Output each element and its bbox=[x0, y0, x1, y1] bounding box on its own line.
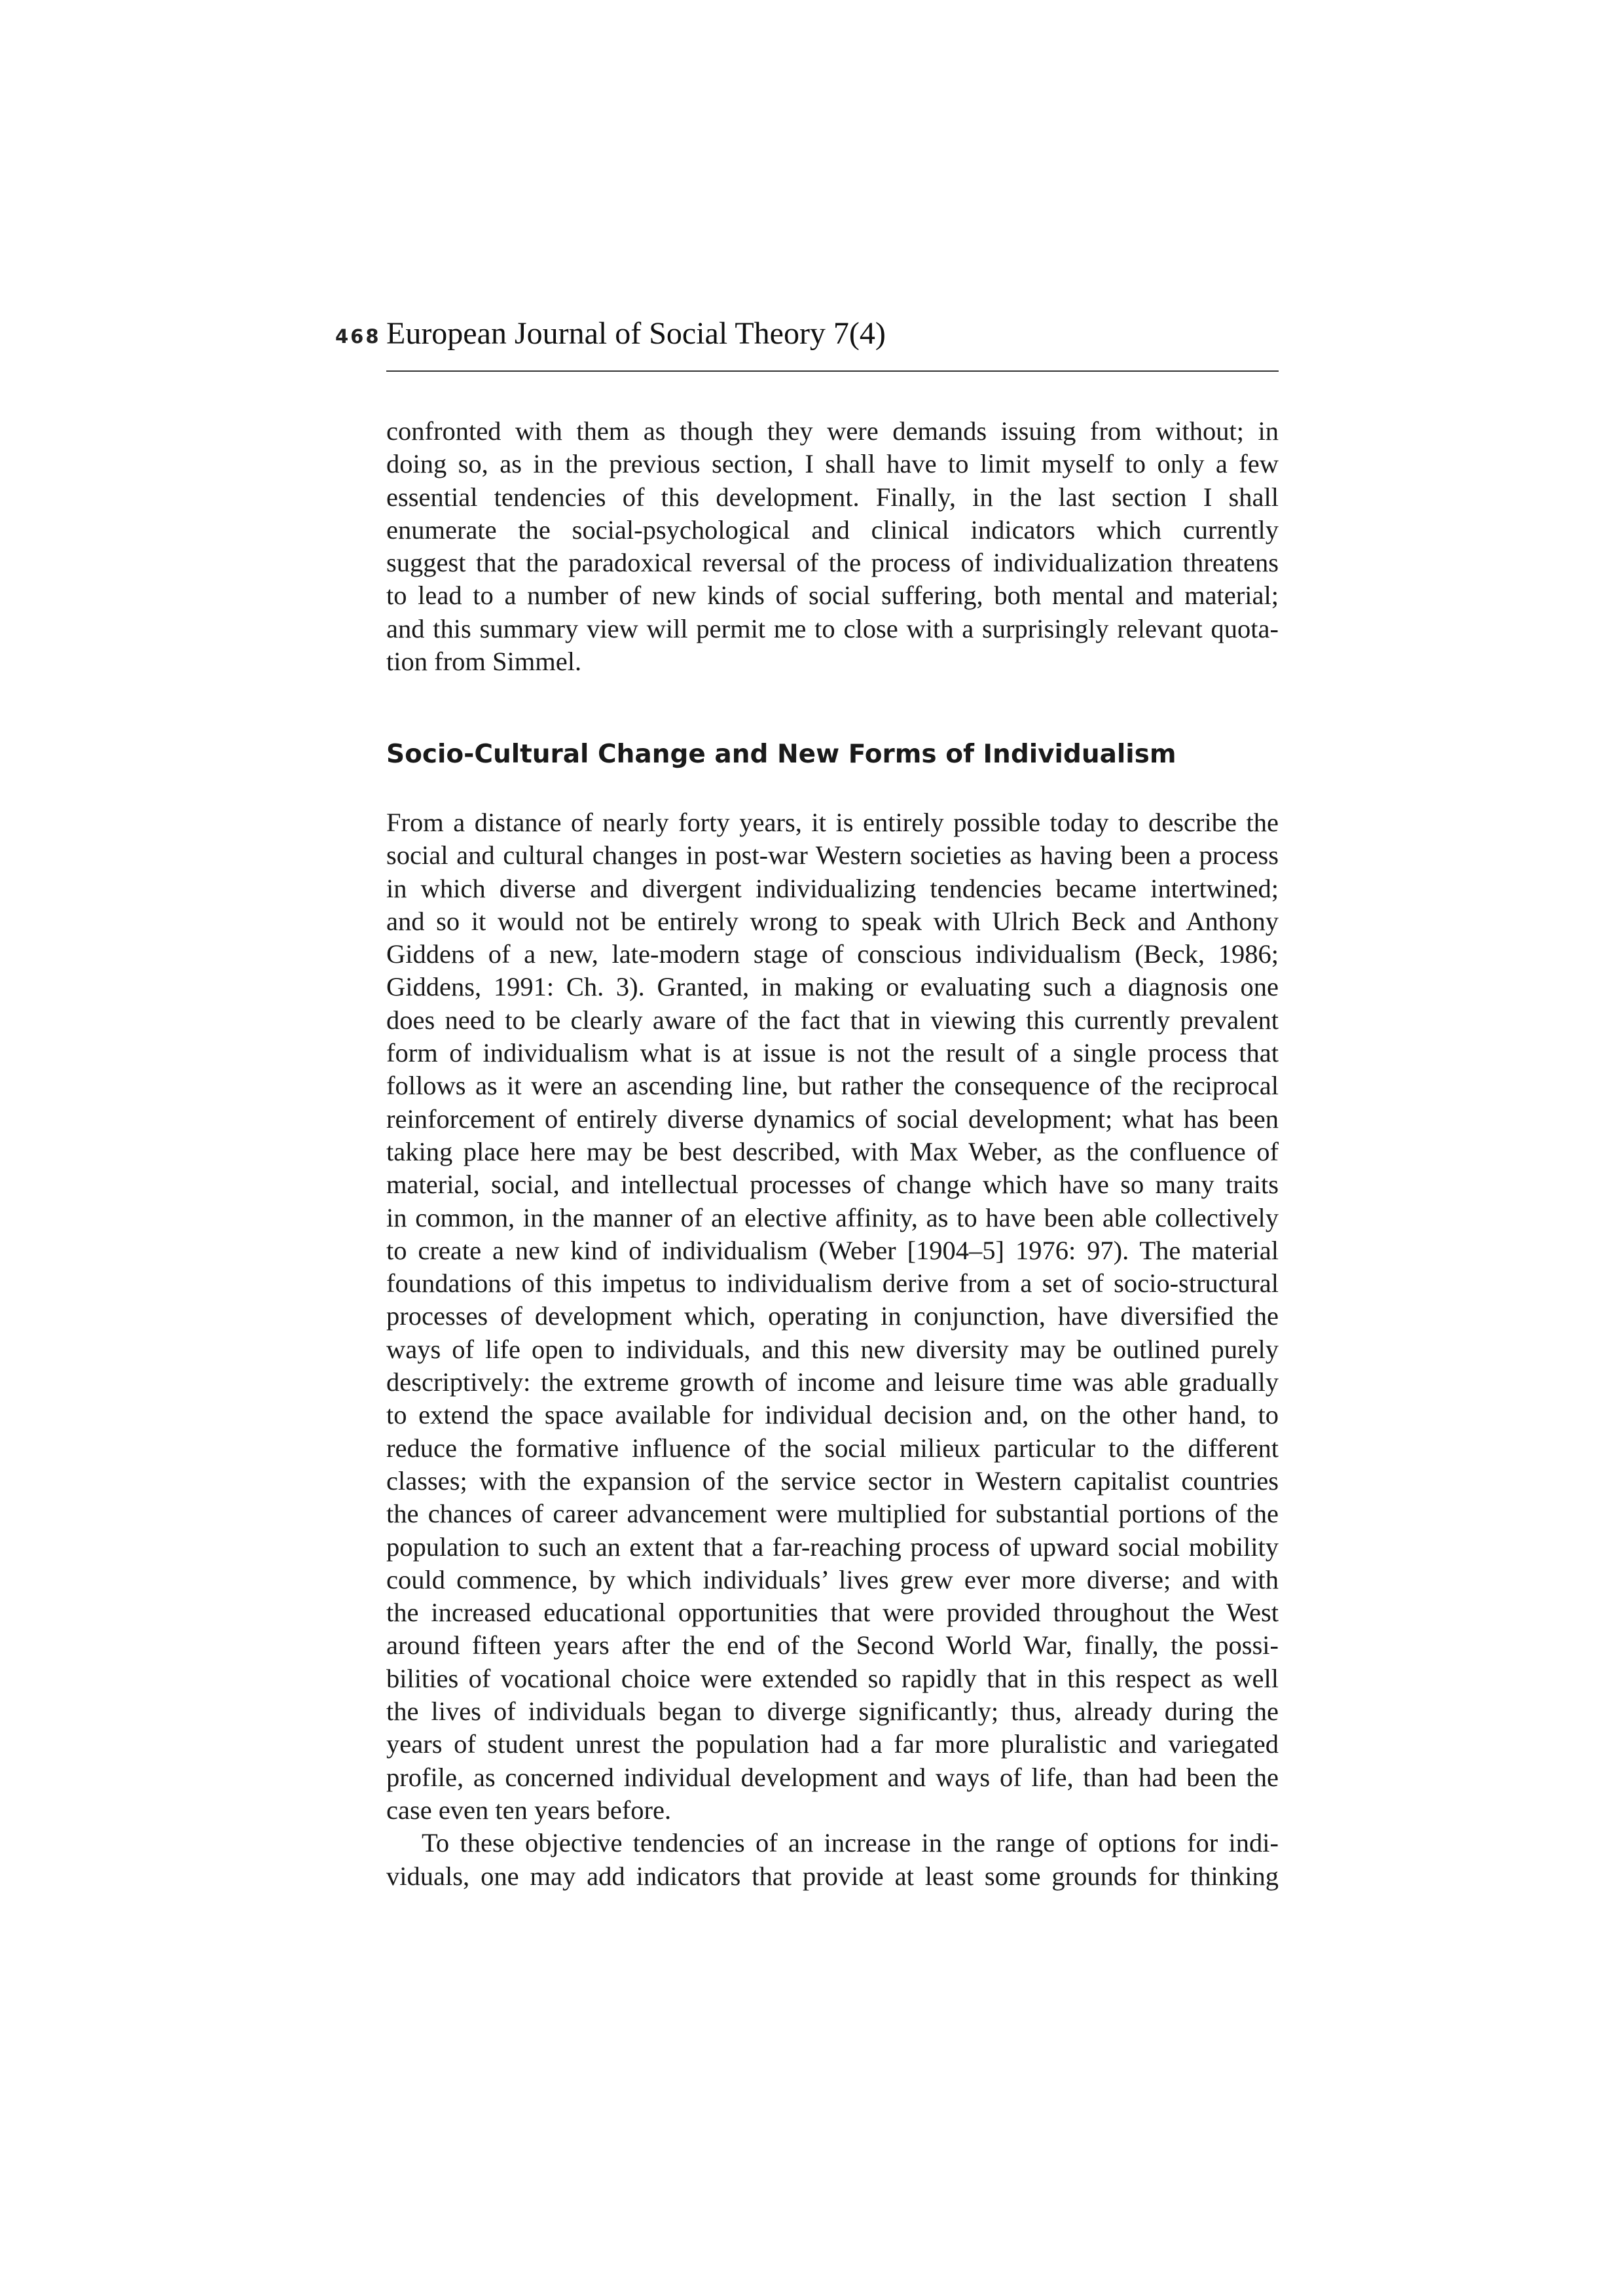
text-line: doing so, as in the previous section, I shall have to limit myself to only a few bbox=[386, 449, 1279, 479]
text-line: the lives of individuals began to diverge significantly; thus, already during the bbox=[386, 1696, 1279, 1727]
text-line: form of individualism what is at issue is not the result of a single process that bbox=[386, 1038, 1279, 1068]
text-line: essential tendencies of this development. Finally, in the last section I shall bbox=[386, 482, 1279, 512]
text-line: viduals, one may add indicators that provide at least some grounds for thinking bbox=[386, 1861, 1279, 1891]
text-line: classes; with the expansion of the service sector in Western capitalist countries bbox=[386, 1465, 1279, 1496]
text-line: in common, in the manner of an elective affinity, as to have been able collectively bbox=[386, 1202, 1279, 1232]
text-line: population to such an extent that a far-reaching process of upward social mobility bbox=[386, 1532, 1279, 1562]
text-line: the increased educational opportunities that were provided throughout the West bbox=[386, 1598, 1279, 1628]
text-line: bilities of vocational choice were extended so rapidly that in this respect as well bbox=[386, 1663, 1279, 1693]
text-line: case even ten years before. bbox=[386, 1795, 672, 1825]
text-line: Giddens, 1991: Ch. 3). Granted, in making or evaluating such a diagnosis one bbox=[386, 972, 1279, 1002]
text-line: follows as it were an ascending line, but rather the consequence of the reciprocal bbox=[386, 1071, 1279, 1101]
text-line: suggest that the paradoxical reversal of the process of individualization threatens bbox=[386, 548, 1279, 578]
text-line: processes of development which, operating in conjunction, have diversified the bbox=[386, 1301, 1279, 1331]
text-line: taking place here may be best described, with Max Weber, as the confluence of bbox=[386, 1136, 1279, 1166]
text-line: ways of life open to individuals, and this new diversity may be outlined purely bbox=[386, 1334, 1279, 1364]
text-line: reinforcement of entirely diverse dynamics of social development; what has been bbox=[386, 1103, 1279, 1134]
text-line: and this summary view will permit me to close with a surprisingly relevant quota- bbox=[386, 613, 1279, 643]
text-line: reduce the formative influence of the social milieux particular to the different bbox=[386, 1433, 1279, 1463]
text-line: in which diverse and divergent individualizing tendencies became intertwined; bbox=[386, 873, 1279, 903]
text-line: to lead to a number of new kinds of social suffering, both mental and material; bbox=[386, 581, 1279, 611]
text-line: profile, as concerned individual development and ways of life, than had been the bbox=[386, 1762, 1279, 1792]
text-line: material, social, and intellectual processes of change which have so many traits bbox=[386, 1170, 1279, 1200]
paragraph-body bbox=[386, 806, 1279, 1893]
text-line: social and cultural changes in post-war Western societies as having been a process bbox=[386, 840, 1279, 870]
text-line: descriptively: the extreme growth of income and leisure time was able gradually bbox=[386, 1367, 1279, 1397]
text-line: To these objective tendencies of an increase in the range of options for indi- bbox=[422, 1828, 1279, 1858]
text-line: Giddens of a new, late-modern stage of conscious individualism (Beck, 1986; bbox=[386, 939, 1279, 969]
page-number: 468 bbox=[335, 325, 381, 348]
text-line: From a distance of nearly forty years, it is entirely possible today to describe the bbox=[386, 808, 1279, 837]
section-heading: Socio-Cultural Change and New Forms of Individualism bbox=[386, 740, 1176, 769]
text-line: the chances of career advancement were multiplied for substantial portions of the bbox=[386, 1499, 1279, 1529]
text-line: years of student unrest the population had a far more pluralistic and variegated bbox=[386, 1729, 1279, 1759]
text-line: does need to be clearly aware of the fact that in viewing this currently prevalent bbox=[386, 1005, 1279, 1035]
text-line: enumerate the social-psychological and clinical indicators which currently bbox=[386, 514, 1279, 545]
text-line: to extend the space available for individual decision and, on the other hand, to bbox=[386, 1400, 1279, 1430]
text-line: tion from Simmel. bbox=[386, 647, 582, 677]
text-line: around fifteen years after the end of the Second World War, finally, the possi- bbox=[386, 1630, 1279, 1660]
text-line: could commence, by which individuals’ lives grew ever more diverse; and with bbox=[386, 1564, 1279, 1594]
text-line: foundations of this impetus to individualism derive from a set of socio-structural bbox=[386, 1268, 1279, 1299]
text-line: and so it would not be entirely wrong to speak with Ulrich Beck and Anthony bbox=[386, 906, 1279, 936]
text-line: to create a new kind of individualism (Weber [1904–5] 1976: 97). The material bbox=[386, 1235, 1279, 1265]
running-head-journal-title: European Journal of Social Theory 7(4) bbox=[386, 316, 886, 351]
paragraph-intro bbox=[386, 415, 1279, 678]
header-rule bbox=[386, 370, 1279, 372]
text-line: confronted with them as though they were demands issuing from without; in bbox=[386, 416, 1279, 446]
